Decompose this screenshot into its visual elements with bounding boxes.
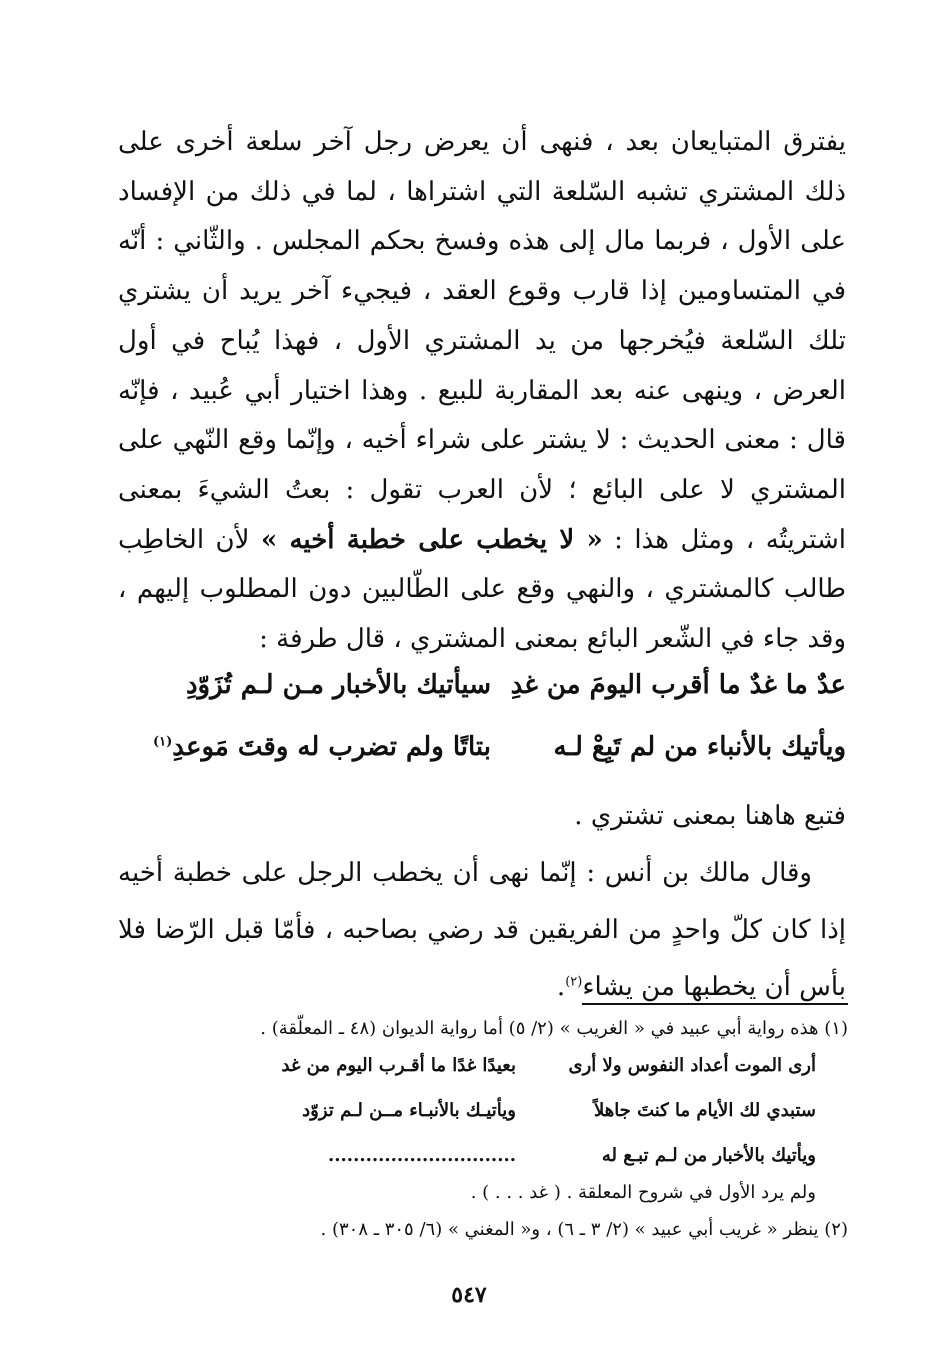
footnote-1-verse-1-a: أرى الموت أعداد النفوس ولا أرى (568, 1055, 816, 1076)
verse-1-first-hemistich: عدٌ ما غدٌ ما أقرب اليومَ من غدِ (510, 670, 846, 700)
hadith-quote: « لا يخطب على خطبة أخيه » (260, 524, 603, 555)
paragraph-3-text: وقال مالك بن أنس : إنّما نهى أن يخطب الرجل على خطبة أخيه إذا كان كلّ واحدٍ من الفريقين قد رضي بصاحبه ، فأمّا قبل الرّضا فلا بأس أن يخطبها من يشاء (118, 858, 846, 1002)
footnotes (118, 1014, 848, 1244)
footnote-1-verse-3-a: ويأتيك بالأخبار من لـم تبـع له (601, 1145, 816, 1166)
verse-1-second-hemistich: سيأتيك بالأخبار مـن لـم تُزَوّدِ (185, 670, 491, 700)
footnote-1-verse-2 (118, 1088, 848, 1133)
page-number: ٥٤٧ (451, 1282, 487, 1308)
footnote-1-verse-1 (118, 1043, 848, 1088)
footnote-ref-1: (١) (153, 734, 173, 750)
paragraph-3 (118, 845, 846, 1016)
paragraph-1 (118, 118, 846, 665)
verse-2-first-hemistich: ويأتيك بالأنباء من لم تَبِعْ لـه (553, 732, 846, 762)
main-text (118, 118, 846, 665)
paragraph-2: فتبع هاهنا بمعنى تشتري . (574, 801, 846, 831)
footnote-1-verse-3-b: .............................. (328, 1145, 516, 1166)
paragraph-1-text: يفترق المتبايعان بعد ، فنهى أن يعرض رجل آخر سلعة أخرى على ذلك المشتري تشبه السّلعة التي اشتراها ، لما في ذلك من الإفساد على الأول ، فربما مال إلى هذه وفسخ بحكم المجلس . والثّاني : أنّه في المتساومين إذا قارب وقوع العقد ، فيجيء آخر يريد أن يشتري تلك السّلعة فيُخرجها من يد المشتري الأول ، فهذا يُباح في أول العرض ، وينهى عنه بعد المقاربة للبيع . وهذا اختيار أبي عُبيد ، فإنّه قال : معنى الحديث : لا يشتر على شراء أخيه ، وإنّما وقع النّهي على المشتري لا على البائع ؛ لأن العرب تقول : بعتُ الشيءَ بمعنى اشتريتُه ، ومثل هذا : (118, 127, 846, 555)
footnote-1-verse-1-b: بعيدًا غدًا ما أقـرب اليوم من غد (281, 1055, 516, 1076)
footnote-2: (٢) ينظر « غريب أبي عبيد » (٢/ ٣ ـ ٦) ، و« المغني » (٦/ ٣٠٥ ـ ٣٠٨) . (320, 1219, 848, 1240)
footnote-1-verse-3 (118, 1133, 848, 1178)
paragraph-3-period: . (556, 972, 566, 1002)
poem-verse-2 (118, 722, 846, 772)
footnote-ref-2: (٢) (565, 974, 583, 990)
footnote-1-verse-2-a: ستبدي لك الأيام ما كنتَ جاهلاً (593, 1100, 816, 1121)
verse-2-second-hemistich (118, 722, 491, 772)
footnote-1-verse-2-b: ويأتيـك بالأنبـاء مــن لـم تزوّد (302, 1100, 516, 1121)
footnote-separator (582, 1003, 848, 1005)
footnote-1: (١) هذه رواية أبي عبيد في « الغريب » (٢/ ٥) أما رواية الديوان (٤٨ ـ المعلّقة) . (260, 1018, 848, 1039)
poem-verse-1 (118, 660, 846, 710)
text-after-verse (118, 788, 846, 1016)
paragraph-1-continuation: لأن الخاطِب طالب كالمشتري ، والنهي وقع على الطّالبين دون المطلوب إليهم ، وقد جاء في الشّعر البائع بمعنى المشتري ، قال طرفة : (118, 524, 846, 655)
verse-2-second-text: بتاتًا ولم تضرب له وقتَ مَوعدِ (172, 732, 491, 762)
footnote-1-tail: ولم يرد الأول في شروح المعلقة . ( غد . . . ) . (470, 1182, 816, 1203)
